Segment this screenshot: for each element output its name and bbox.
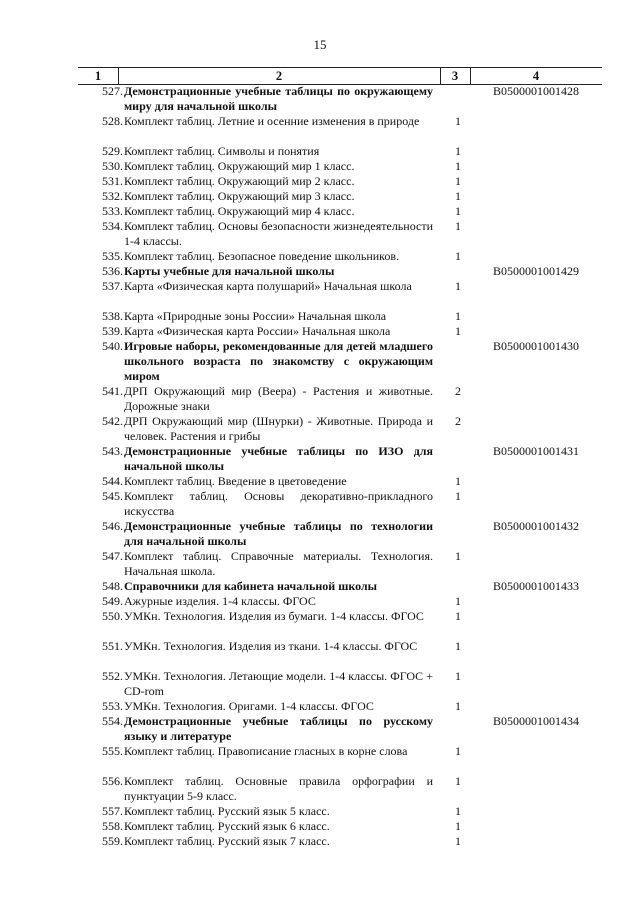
item-quantity: 1 [455, 744, 461, 758]
item-name: Комплект таблиц. Основы безопасности жизнедеятельности 1-4 классы. [124, 219, 433, 248]
section-code: B0500001001433 [493, 579, 580, 593]
row-number: 527. [102, 84, 123, 98]
item-name: Комплект таблиц. Справочные материалы. Технология. Начальная школа. [124, 549, 433, 578]
item-quantity: 2 [455, 384, 461, 398]
item-quantity: 1 [455, 279, 461, 293]
item-name: Комплект таблиц. Введение в цветоведение [124, 474, 347, 488]
item-name: Карта «Природные зоны России» Начальная школа [124, 309, 387, 323]
row-number: 553. [102, 699, 123, 713]
row-number: 544. [102, 474, 123, 488]
row-number: 554. [102, 714, 123, 728]
row-number: 531. [102, 174, 123, 188]
row-number: 547. [102, 549, 123, 563]
item-name: Карта «Физическая карта полушарий» Начальная школа [124, 279, 412, 293]
item-name: Комплект таблиц. Русский язык 5 класс. [124, 804, 330, 818]
section-code: B0500001001432 [493, 519, 580, 533]
item-quantity: 1 [455, 309, 461, 323]
item-name: Комплект таблиц. Летние и осенние изменения в природе [124, 114, 420, 128]
row-number: 535. [102, 249, 123, 263]
section-heading: Демонстрационные учебные таблицы по окружающему миру для начальной школы [124, 84, 433, 113]
item-quantity: 1 [455, 159, 461, 173]
item-quantity: 1 [455, 249, 461, 263]
header-col-3: 3 [451, 69, 459, 83]
item-quantity: 1 [455, 549, 461, 563]
item-name: Комплект таблиц. Окружающий мир 4 класс. [124, 204, 355, 218]
item-name: Комплект таблиц. Окружающий мир 1 класс. [124, 159, 355, 173]
row-number: 528. [102, 114, 123, 128]
row-number: 536. [102, 264, 123, 278]
item-name: УМКн. Технология. Изделия из бумаги. 1-4 классы. ФГОС [124, 609, 424, 623]
row-number: 556. [102, 774, 123, 788]
section-code: B0500001001431 [493, 444, 580, 458]
row-number: 545. [102, 489, 123, 503]
row-number: 555. [102, 744, 123, 758]
row-number: 541. [102, 384, 123, 398]
row-number: 550. [102, 609, 123, 623]
row-number: 558. [102, 819, 123, 833]
item-name: Комплект таблиц. Символы и понятия [124, 144, 320, 158]
item-quantity: 2 [455, 414, 461, 428]
item-quantity: 1 [455, 114, 461, 128]
section-code: B0500001001428 [493, 84, 580, 98]
section-code: B0500001001430 [493, 339, 580, 353]
row-number: 533. [102, 204, 123, 218]
section-code: B0500001001434 [493, 714, 580, 728]
item-quantity: 1 [455, 669, 461, 683]
row-number: 537. [102, 279, 123, 293]
row-number: 552. [102, 669, 123, 683]
row-number: 549. [102, 594, 123, 608]
row-number: 548. [102, 579, 123, 593]
item-quantity: 1 [455, 144, 461, 158]
item-name: Комплект таблиц. Основные правила орфографии и пунктуации 5-9 класс. [124, 774, 433, 803]
item-quantity: 1 [455, 474, 461, 488]
item-quantity: 1 [455, 639, 461, 653]
item-name: Комплект таблиц. Безопасное поведение школьников. [124, 249, 400, 263]
section-heading: Демонстрационные учебные таблицы по технологии для начальной школы [124, 519, 433, 548]
item-name: ДРП Окружающий мир (Шнурки) - Животные. Природа и человек. Растения и грибы [124, 414, 433, 443]
row-number: 539. [102, 324, 123, 338]
item-name: Карта «Физическая карта России» Начальная школа [124, 324, 391, 338]
item-quantity: 1 [455, 204, 461, 218]
item-name: Комплект таблиц. Правописание гласных в корне слова [124, 744, 408, 758]
header-col-1: 1 [94, 69, 102, 83]
section-heading: Игровые наборы, рекомендованные для детей младшего школьного возраста по знакомству с окружающим миром [124, 339, 433, 383]
item-quantity: 1 [455, 804, 461, 818]
item-quantity: 1 [455, 834, 461, 848]
section-heading: Демонстрационные учебные таблицы по ИЗО для начальной школы [124, 444, 433, 473]
item-quantity: 1 [455, 174, 461, 188]
header-col-4: 4 [532, 69, 540, 83]
item-quantity: 1 [455, 774, 461, 788]
row-number: 557. [102, 804, 123, 818]
item-name: УМКн. Технология. Оригами. 1-4 классы. ФГОС [124, 699, 374, 713]
row-number: 546. [102, 519, 123, 533]
item-name: Комплект таблиц. Основы декоративно-прикладного искусства [124, 489, 433, 518]
row-number: 534. [102, 219, 123, 233]
item-name: Ажурные изделия. 1-4 классы. ФГОС [124, 594, 316, 608]
item-name: УМКн. Технология. Летающие модели. 1-4 классы. ФГОС + CD-rom [124, 669, 433, 698]
item-quantity: 1 [455, 819, 461, 833]
item-name: ДРП Окружающий мир (Веера) - Растения и животные. Дорожные знаки [124, 384, 433, 413]
section-heading: Карты учебные для начальной школы [124, 264, 335, 278]
item-name: Комплект таблиц. Русский язык 7 класс. [124, 834, 330, 848]
section-code: B0500001001429 [493, 264, 580, 278]
item-quantity: 1 [455, 489, 461, 503]
row-number: 538. [102, 309, 123, 323]
item-name: УМКн. Технология. Изделия из ткани. 1-4 классы. ФГОС [124, 639, 418, 653]
item-name: Комплект таблиц. Окружающий мир 2 класс. [124, 174, 355, 188]
row-number: 559. [102, 834, 123, 848]
section-heading: Справочники для кабинета начальной школы [124, 579, 378, 593]
item-quantity: 1 [455, 609, 461, 623]
item-name: Комплект таблиц. Окружающий мир 3 класс. [124, 189, 355, 203]
row-number: 542. [102, 414, 123, 428]
header-col-2: 2 [275, 69, 283, 83]
row-number: 529. [102, 144, 123, 158]
row-number: 530. [102, 159, 123, 173]
item-quantity: 1 [455, 699, 461, 713]
row-number: 551. [102, 639, 123, 653]
item-name: Комплект таблиц. Русский язык 6 класс. [124, 819, 330, 833]
item-quantity: 1 [455, 219, 461, 233]
page-number: 15 [313, 37, 327, 52]
section-heading: Демонстрационные учебные таблицы по русскому языку и литературе [124, 714, 433, 743]
row-number: 543. [102, 444, 123, 458]
row-number: 540. [102, 339, 123, 353]
item-quantity: 1 [455, 324, 461, 338]
row-number: 532. [102, 189, 123, 203]
item-quantity: 1 [455, 189, 461, 203]
item-quantity: 1 [455, 594, 461, 608]
